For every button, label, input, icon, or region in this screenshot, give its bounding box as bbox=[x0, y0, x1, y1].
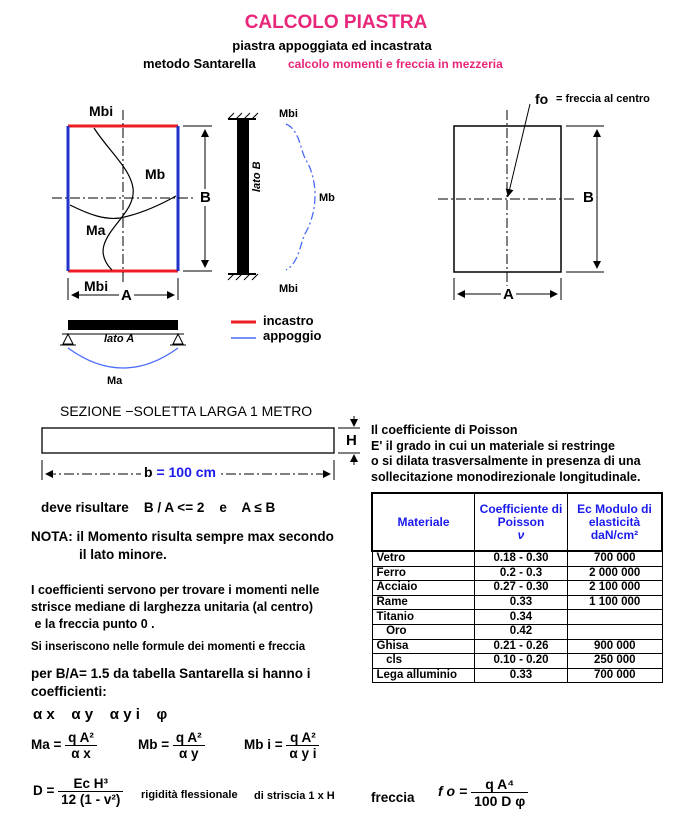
ma-lhs: Ma = bbox=[31, 737, 62, 753]
label-h: H bbox=[346, 432, 357, 449]
material-ec: 250 000 bbox=[568, 654, 663, 669]
label-b-value: = 100 cm bbox=[156, 464, 217, 480]
d-fraction bbox=[58, 776, 123, 807]
nota-line-1 bbox=[31, 529, 334, 544]
material-poisson: 0.42 bbox=[475, 624, 568, 639]
deve-label: deve risultare bbox=[41, 500, 129, 515]
material-ec: 700 000 bbox=[568, 551, 663, 566]
per-line-2: coefficienti: bbox=[31, 684, 107, 699]
poisson-line-3: o si dilata trasversalmente in presenza di una bbox=[371, 454, 641, 468]
material-name: Lega alluminio bbox=[372, 668, 475, 683]
label-b-width bbox=[141, 464, 219, 480]
material-name: Titanio bbox=[372, 610, 475, 625]
header-poisson-symbol: ν bbox=[517, 527, 525, 542]
label-lato-b: lato B bbox=[251, 161, 263, 192]
material-poisson: 0.27 - 0.30 bbox=[475, 581, 568, 596]
mbi-denominator: α y i bbox=[289, 746, 317, 761]
material-name: Ghisa bbox=[372, 639, 475, 654]
material-poisson: 0.34 bbox=[475, 610, 568, 625]
material-poisson: 0.33 bbox=[475, 595, 568, 610]
table-row bbox=[372, 595, 662, 610]
label-a-right: A bbox=[503, 286, 514, 303]
material-poisson: 0.10 - 0.20 bbox=[475, 654, 568, 669]
mb-denominator: α y bbox=[179, 746, 199, 761]
plate-right bbox=[438, 104, 604, 300]
nota-label: NOTA: bbox=[31, 529, 73, 544]
rigidita-label: rigidità flessionale bbox=[141, 789, 238, 801]
poisson-line-4: sollecitazione monodirezionale longitudinale. bbox=[371, 469, 641, 484]
d-numerator: Ec H³ bbox=[58, 776, 123, 792]
fo-denominator: 100 D φ bbox=[474, 793, 526, 809]
table-row bbox=[372, 581, 662, 596]
per-line-1: per B/A= 1.5 da tabella Santarella si hanno i bbox=[31, 666, 311, 681]
coeff-line-2: strisce mediane di larghezza unitaria (al centro) bbox=[31, 600, 314, 614]
and-label: e bbox=[219, 500, 227, 515]
ma-denominator: α x bbox=[71, 746, 91, 761]
method-label: metodo Santarella bbox=[143, 56, 256, 71]
material-name: cls bbox=[372, 654, 475, 669]
header-poisson-label: Coefficiente di Poisson bbox=[479, 501, 563, 529]
formula-mb bbox=[138, 730, 205, 761]
material-ec bbox=[568, 610, 663, 625]
poisson-line-2: E' il grado in cui un materiale si restringe bbox=[371, 438, 616, 453]
mbi-numerator: q A² bbox=[286, 730, 319, 746]
table-row bbox=[372, 639, 662, 654]
label-b-prefix: b bbox=[144, 464, 153, 480]
ma-fraction bbox=[65, 730, 97, 761]
table-body bbox=[372, 551, 662, 683]
coeff-text bbox=[31, 582, 319, 633]
freccia-label: freccia bbox=[371, 790, 415, 805]
ma-numerator: q A² bbox=[65, 730, 97, 746]
formula-mbi bbox=[244, 730, 319, 761]
material-poisson: 0.2 - 0.3 bbox=[475, 566, 568, 581]
label-fo: fo bbox=[535, 91, 549, 107]
condition-2: A ≤ B bbox=[241, 500, 276, 515]
table-row bbox=[372, 551, 662, 566]
mbi-fraction bbox=[286, 730, 319, 761]
table-row bbox=[372, 654, 662, 669]
table-row bbox=[372, 668, 662, 683]
condition-line bbox=[41, 500, 275, 515]
header-ec: Ec Modulo di elasticità daN/cm² bbox=[568, 493, 663, 551]
legend-incastro: incastro bbox=[263, 313, 314, 328]
label-a-left: A bbox=[121, 287, 132, 304]
page-subtitle: piastra appoggiata ed incastrata bbox=[232, 38, 432, 53]
legend-appoggio: appoggio bbox=[263, 328, 322, 343]
d-lhs: D = bbox=[33, 783, 55, 799]
materials-table bbox=[371, 492, 663, 683]
coeff-line-4: Si inseriscono nelle formule dei momenti e freccia bbox=[31, 641, 306, 653]
material-name: Vetro bbox=[372, 551, 475, 566]
formula-ma bbox=[31, 730, 97, 761]
material-name: Acciaio bbox=[372, 581, 475, 596]
nota-text-1: il Momento risulta sempre max secondo bbox=[76, 529, 334, 544]
material-poisson: 0.21 - 0.26 bbox=[475, 639, 568, 654]
material-ec: 2 000 000 bbox=[568, 566, 663, 581]
poisson-line-1: Il coefficiente di Poisson bbox=[371, 423, 518, 437]
fo-numerator: q A⁴ bbox=[471, 776, 528, 793]
poisson-text bbox=[371, 423, 641, 485]
fo-lhs: f o = bbox=[438, 783, 468, 800]
material-ec: 1 100 000 bbox=[568, 595, 663, 610]
label-b-left: B bbox=[200, 189, 211, 206]
label-beam-ma: Ma bbox=[107, 375, 123, 387]
label-b-right: B bbox=[583, 189, 594, 206]
material-name: Oro bbox=[372, 624, 475, 639]
label-side-mbi-bottom: Mbi bbox=[279, 283, 298, 295]
method-note: calcolo momenti e freccia in mezzeria bbox=[288, 57, 503, 71]
condition-1: B / A <= 2 bbox=[143, 500, 205, 515]
table-row bbox=[372, 610, 662, 625]
material-ec: 700 000 bbox=[568, 668, 663, 683]
label-lato-a: lato A bbox=[104, 333, 135, 345]
formula-d bbox=[33, 776, 123, 807]
alphas-line: α x α y α y i φ bbox=[33, 706, 168, 723]
section-title: SEZIONE −SOLETTA LARGA 1 METRO bbox=[60, 403, 313, 419]
material-ec: 900 000 bbox=[568, 639, 663, 654]
material-name: Rame bbox=[372, 595, 475, 610]
coeff-line-1: I coefficienti servono per trovare i momenti nelle bbox=[31, 583, 320, 597]
label-fo-desc: = freccia al centro bbox=[556, 93, 650, 105]
side-view-b bbox=[228, 113, 315, 280]
label-mb: Mb bbox=[145, 166, 166, 182]
label-mbi-top: Mbi bbox=[89, 103, 114, 119]
plate-left bbox=[52, 110, 212, 300]
formula-fo bbox=[438, 776, 528, 809]
d-denominator: 12 (1 - v²) bbox=[61, 792, 121, 807]
table-row bbox=[372, 624, 662, 639]
material-poisson: 0.18 - 0.30 bbox=[475, 551, 568, 566]
material-ec: 2 100 000 bbox=[568, 581, 663, 596]
mb-fraction bbox=[173, 730, 205, 761]
header-poisson bbox=[475, 493, 568, 551]
label-ma: Ma bbox=[86, 222, 106, 238]
page-title: CALCOLO PIASTRA bbox=[244, 12, 428, 33]
material-poisson: 0.33 bbox=[475, 668, 568, 683]
striscia-label: di striscia 1 x H bbox=[254, 790, 335, 802]
coeff-line-3: e la freccia punto 0 . bbox=[31, 617, 155, 631]
table-row bbox=[372, 566, 662, 581]
fo-fraction bbox=[471, 776, 528, 809]
label-mbi-bottom: Mbi bbox=[84, 278, 109, 294]
mb-numerator: q A² bbox=[173, 730, 205, 746]
label-side-mbi-top: Mbi bbox=[279, 108, 298, 120]
label-side-mb: Mb bbox=[319, 192, 335, 204]
mbi-lhs: Mb i = bbox=[244, 737, 283, 753]
material-ec bbox=[568, 624, 663, 639]
header-materiale: Materiale bbox=[372, 493, 475, 551]
nota-line-2: il lato minore. bbox=[79, 547, 167, 562]
mb-lhs: Mb = bbox=[138, 737, 170, 753]
material-name: Ferro bbox=[372, 566, 475, 581]
table-header-row bbox=[372, 493, 662, 551]
per-text bbox=[31, 665, 310, 701]
